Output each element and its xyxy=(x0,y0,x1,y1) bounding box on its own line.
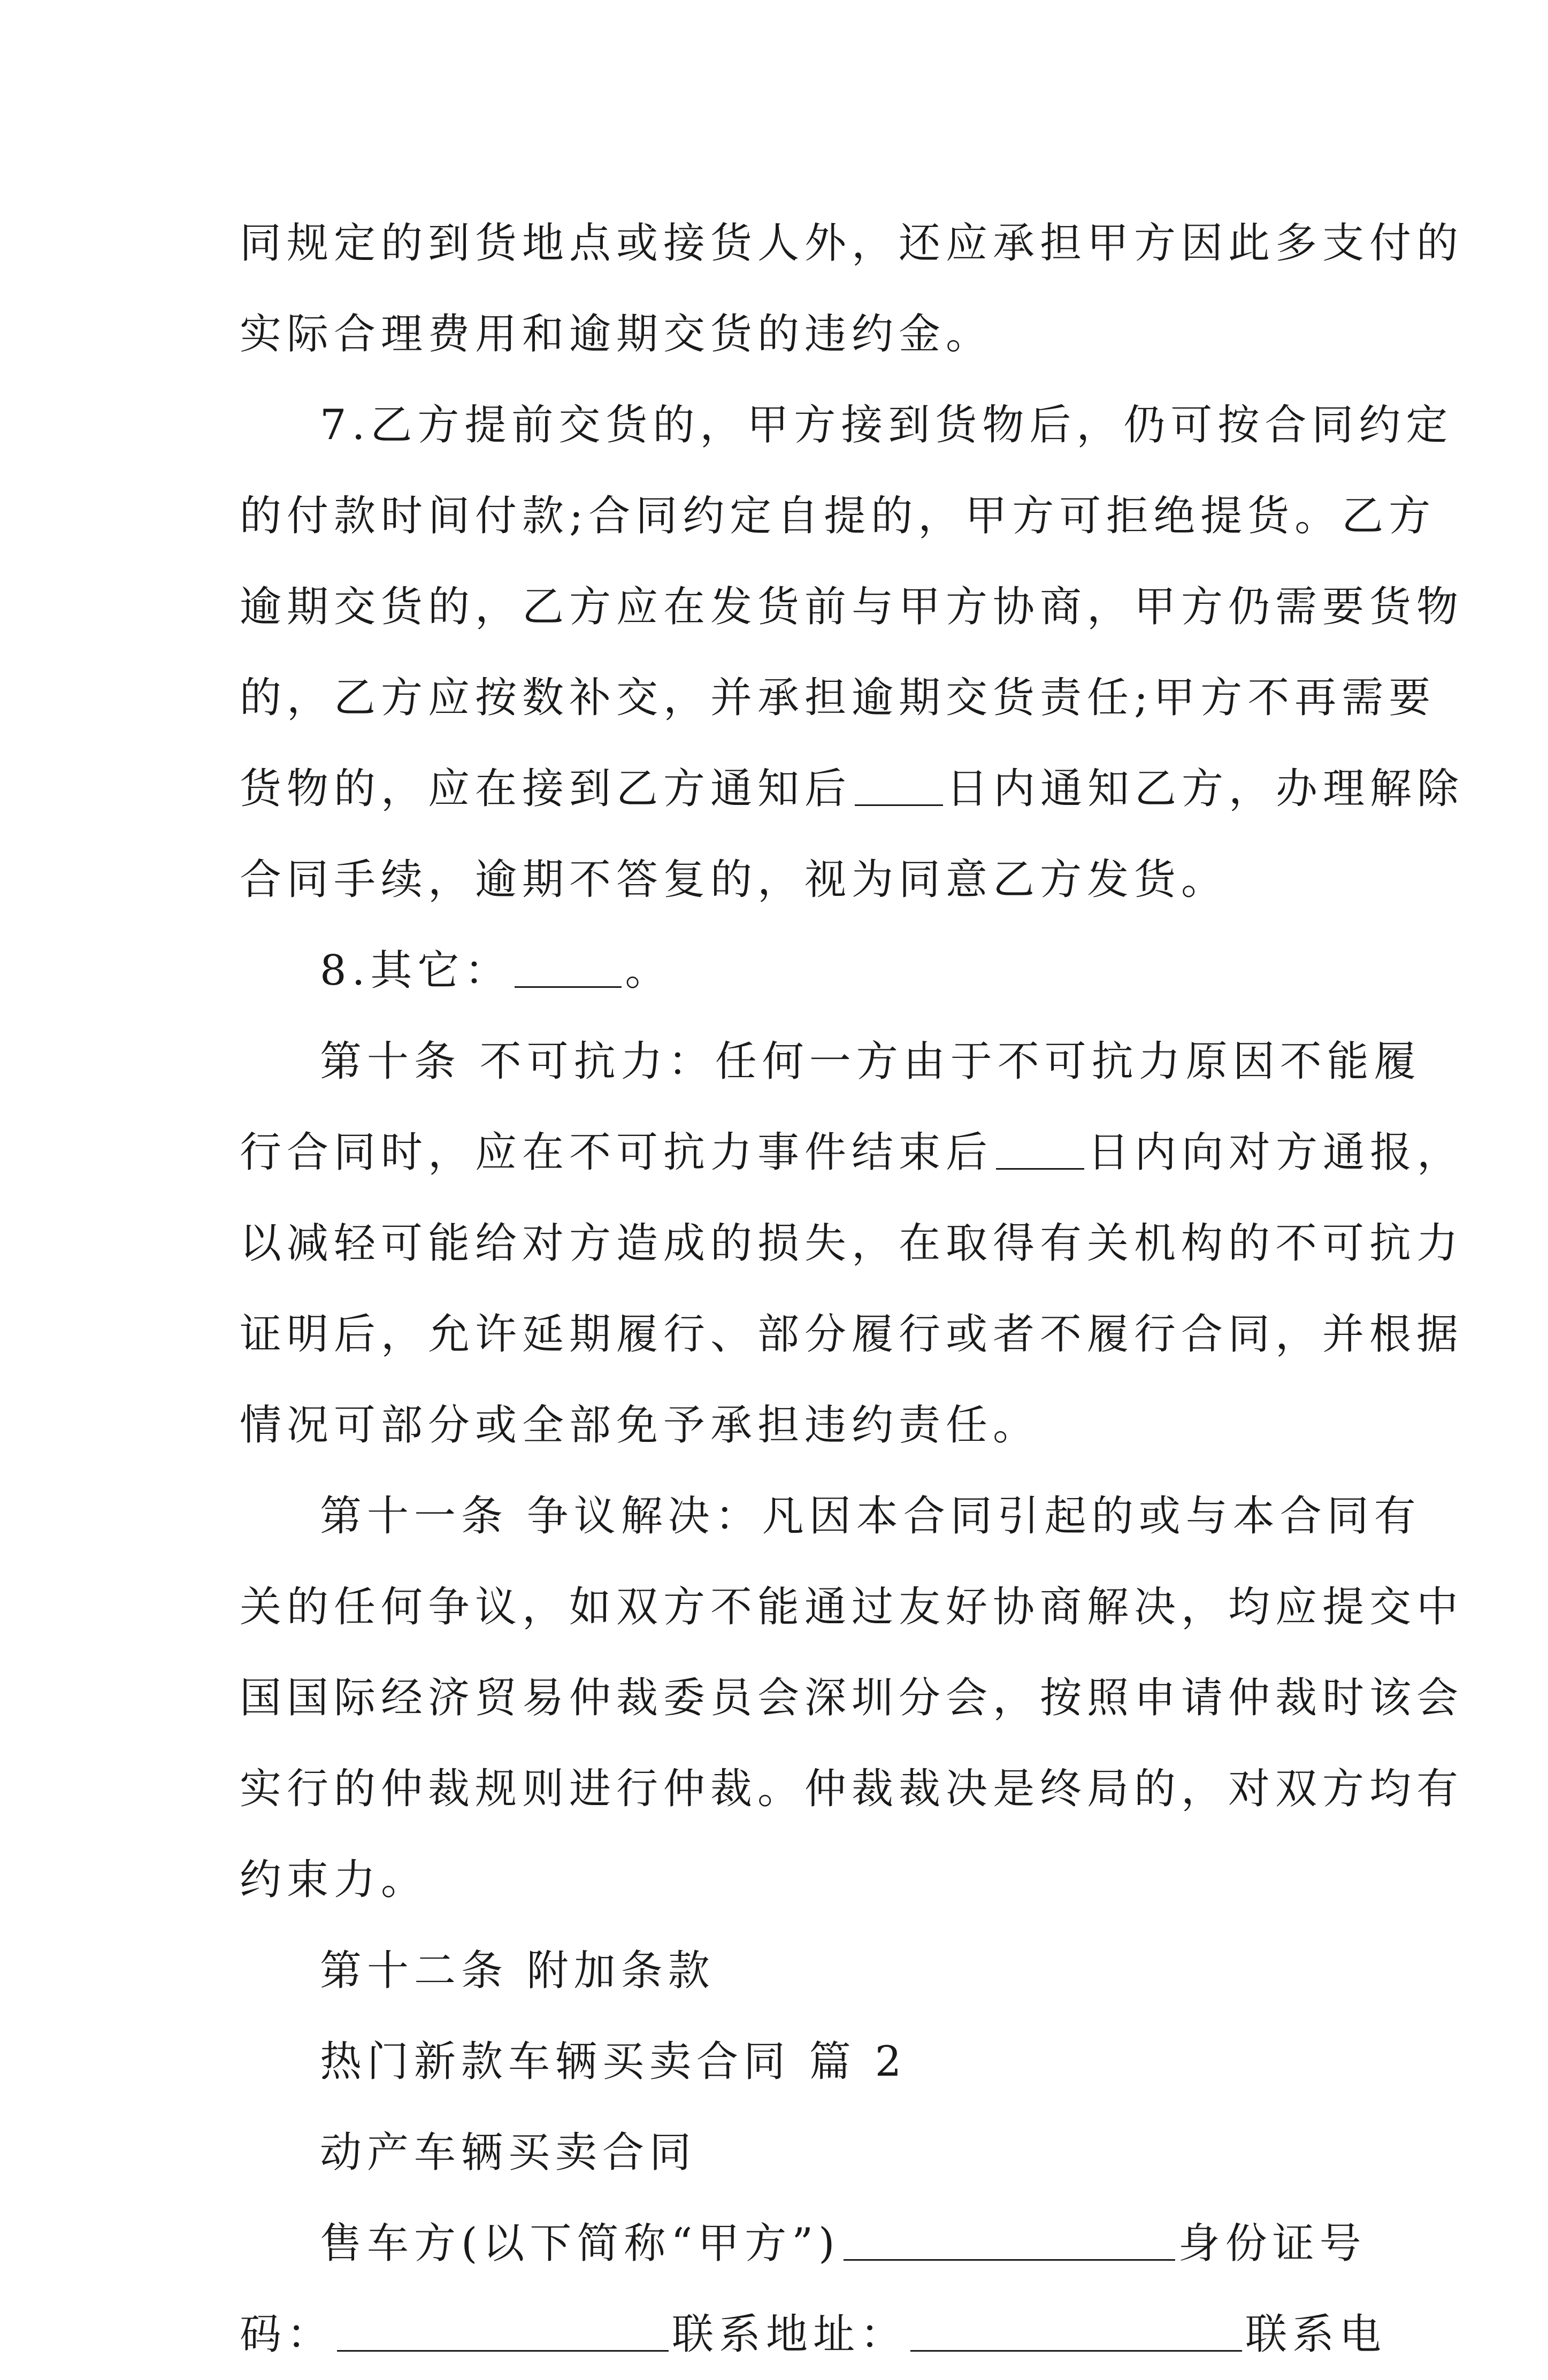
section-heading: 第十二条 附加条款 xyxy=(320,1947,715,1995)
line-text: 行合同时，应在不可抗力事件结束后 xyxy=(240,1128,993,1177)
fill-in-blank xyxy=(337,2309,669,2352)
paragraph-line: 第十条 不可抗力：任何一方由于不可抗力原因不能履 xyxy=(320,1038,1421,1086)
paragraph-line xyxy=(240,743,1465,834)
paragraph-line xyxy=(240,1107,1465,1198)
line-text: 货物的，应在接到乙方通知后 xyxy=(240,765,852,813)
line-text: 售车方(以下简称“甲方”) xyxy=(320,2220,840,2268)
line-text: 身份证号 xyxy=(1178,2220,1367,2268)
paragraph-line: 以减轻可能给对方造成的损失，在取得有关机构的不可抗力 xyxy=(240,1219,1464,1268)
paragraph-line xyxy=(240,2289,1387,2380)
paragraph-line: 合同手续，逾期不答复的，视为同意乙方发货。 xyxy=(240,856,1229,904)
fill-in-blank xyxy=(855,764,943,806)
paragraph-line: 的，乙方应按数补交，并承担逾期交货责任;甲方不再需要 xyxy=(240,674,1436,722)
paragraph-line: 逾期交货的，乙方应在发货前与甲方协商，甲方仍需要货物 xyxy=(240,583,1464,631)
fill-in-blank xyxy=(515,946,622,988)
section-heading: 动产车辆买卖合同 xyxy=(320,2129,697,2177)
line-text: 日内向对方通报， xyxy=(1087,1128,1465,1177)
paragraph-line xyxy=(240,925,1331,1016)
paragraph-line: 同规定的到货地点或接货人外，还应承担甲方因此多支付的 xyxy=(240,219,1464,267)
paragraph-line: 证明后，允许延期履行、部分履行或者不履行合同，并根据 xyxy=(240,1310,1464,1358)
paragraph-line: 约束力。 xyxy=(240,1856,428,1904)
paragraph-line: 国国际经济贸易仲裁委员会深圳分会，按照申请仲裁时该会 xyxy=(240,1674,1464,1722)
section-heading: 热门新款车辆买卖合同 篇 2 xyxy=(320,2038,907,2086)
fill-in-blank xyxy=(844,2218,1175,2261)
paragraph-line xyxy=(240,2198,1367,2289)
paragraph-line: 的付款时间付款;合同约定自提的，甲方可拒绝提货。乙方 xyxy=(240,492,1436,540)
fill-in-blank xyxy=(996,1127,1084,1170)
paragraph-line: 第十一条 争议解决：凡因本合同引起的或与本合同有 xyxy=(320,1492,1421,1540)
paragraph-line: 实行的仲裁规则进行仲裁。仲裁裁决是终局的，对双方均有 xyxy=(240,1765,1464,1813)
paragraph-line: 关的任何争议，如双方不能通过友好协商解决，均应提交中 xyxy=(240,1583,1464,1631)
document-body xyxy=(240,198,1465,2380)
line-text: 8.其它： xyxy=(320,947,512,995)
line-text: 联系电 xyxy=(1245,2310,1387,2359)
paragraph-line: 7.乙方提前交货的，甲方接到货物后，仍可按合同约定 xyxy=(320,401,1453,449)
line-text: 日内通知乙方，办理解除 xyxy=(946,765,1465,813)
line-text: 。 xyxy=(625,947,672,995)
line-text: 码： xyxy=(240,2310,334,2359)
paragraph-line: 情况可部分或全部免予承担违约责任。 xyxy=(240,1401,1040,1449)
paragraph-line: 实际合理费用和逾期交货的违约金。 xyxy=(240,310,993,358)
fill-in-blank xyxy=(910,2309,1242,2352)
line-text: 联系地址： xyxy=(672,2310,908,2359)
